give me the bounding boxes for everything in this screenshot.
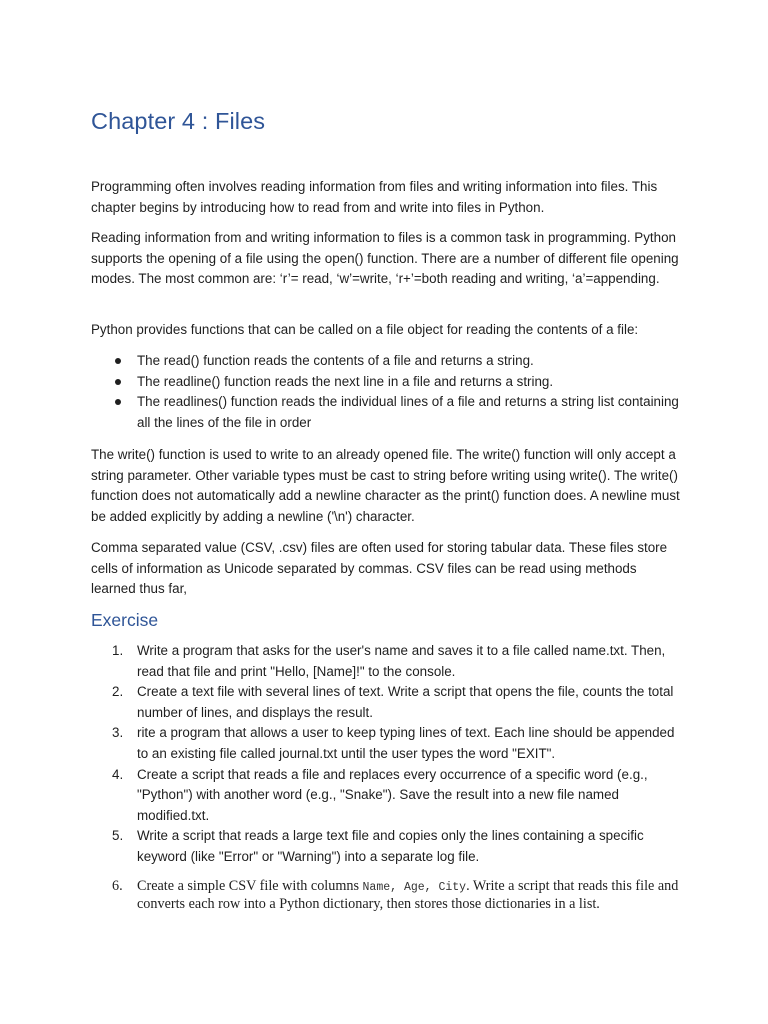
list-item: 5. Write a script that reads a large text file and copies only the lines containing a specific keyword (like "Error" or "Warning") into a separate log file. [112,828,644,864]
list-item: The readlines() function reads the individual lines of a file and returns a string list containing all the lines of the file in order [91,392,683,433]
intro-paragraph: Programming often involves reading information from files and writing information into files. This chapter begins by introducing how to read from and write into files in Python. [91,179,658,215]
bullet-icon [115,399,121,405]
read-functions-paragraph: Python provides functions that can be called on a file object for reading the contents of a file: [91,322,639,337]
bullet-icon [115,358,121,364]
exercise-heading: Exercise [91,610,159,630]
exercise-list [91,641,683,868]
list-item: 1. Write a program that asks for the user's name and saves it to a file called name.txt. Then, read that file and print "Hello, [Name]!" to the console. [112,643,666,679]
write-paragraph: The write() function is used to write to an already opened file. The write() function will only accept a string parameter. Other variable types must be cast to string before writing using write(). The write() function does not automatically add a newline character as the print() function does. A newline must be added explicitly by adding a newline ('\n') character. [91,447,680,524]
exercise-6: 6. Create a simple CSV file with columns Name, Age, City. Write a script that reads this file and converts each row into a Python dictionary, then stores those dictionaries in a list. [112,878,679,913]
read-functions-list [91,351,683,433]
list-item: The read() function reads the contents of a file and returns a string. [91,351,683,372]
list-item: The readline() function reads the next line in a file and returns a string. [91,372,683,393]
list-item: 2. Create a text file with several lines of text. Write a script that opens the file, counts the total number of lines, and displays the result. [112,684,674,720]
csv-paragraph: Comma separated value (CSV, .csv) files are often used for storing tabular data. These files store cells of information as Unicode separated by commas. CSV files can be read using methods learned thus far, [91,540,668,597]
bullet-icon [115,379,121,385]
file-modes-paragraph: Reading information from and writing information to files is a common task in programming. Python supports the opening of a file using the open() function. There are a number of different file opening modes. The most common are: ‘r’= read, ‘w’=write, ‘r+’=both reading and writing, ‘a’=appending. [91,230,679,287]
page-title: Chapter 4 : Files [91,108,266,134]
list-item: 4. Create a script that reads a file and replaces every occurrence of a specific word (e.g., "Python") with another word (e.g., "Snake"). Save the result into a new file named modified.txt. [112,766,648,823]
csv-columns-code: Name, Age, City [362,881,467,894]
list-item: 3. rite a program that allows a user to keep typing lines of text. Each line should be appended to an existing file called journal.txt until the user types the word "EXIT". [112,725,675,761]
